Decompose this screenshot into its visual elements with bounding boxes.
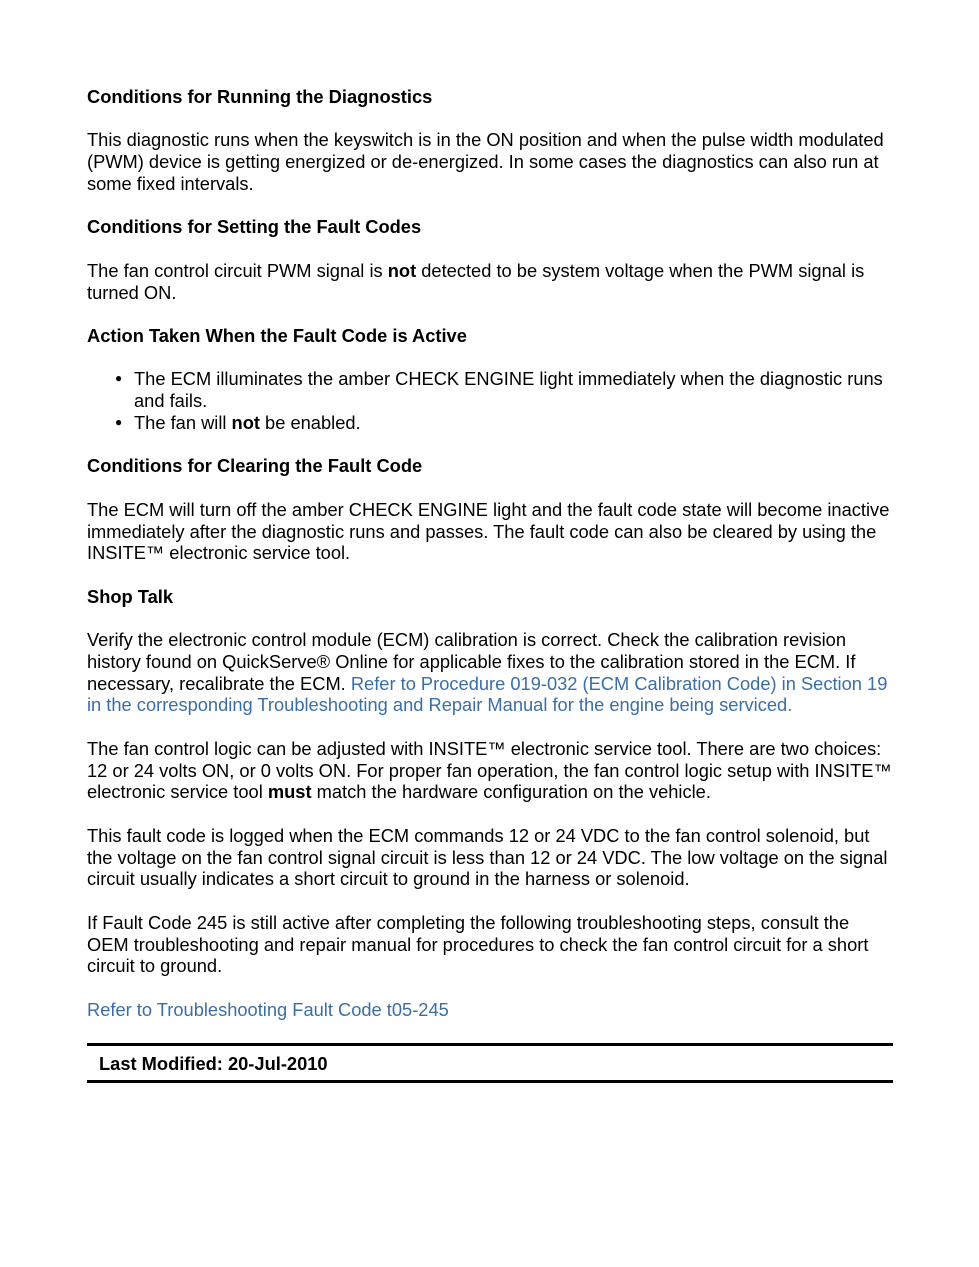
clearing-text: The ECM will turn off the amber CHECK ENGINE light and the fault code state will become inactive immediately after the diagnostic runs and passes. The fault code can also be cleared by using the INSITE™ electronic service tool. (87, 498, 890, 564)
action-list (87, 368, 893, 433)
shop-talk-p2-before: The fan control logic can be adjusted with INSITE™ electronic service tool. There are two choices: 12 or 24 volts ON, or 0 volts ON. For proper fan operation, the fan control logic setup with INSITE™ electronic service tool (87, 737, 892, 803)
action-bullet-2-bold: not (231, 411, 260, 433)
shop-talk-paragraph-4: If Fault Code 245 is still active after completing the following troubleshooting steps, consult the OEM troubleshooting and repair manual for procedures to check the fan control circuit for a short circuit to ground. (87, 911, 869, 977)
refer-paragraph (87, 999, 893, 1021)
list-item (115, 411, 893, 434)
ecm-calibration-procedure-link[interactable]: Refer to Procedure 019-032 (ECM Calibration Code) in Section 19 in the corresponding Troubleshooting and Repair Manual for the engine being serviced. (87, 672, 888, 716)
running-text: This diagnostic runs when the keyswitch is in the ON position and when the pulse width modulated (PWM) device is getting energized or de-energized. In some cases the diagnostics can also run at some fixed intervals. (87, 129, 884, 194)
setting-text-bold: not (387, 259, 417, 281)
shop-talk-paragraph-3: This fault code is logged when the ECM commands 12 or 24 VDC to the fan control solenoid, but the voltage on the fan control signal circuit is less than 12 or 24 VDC. The low voltage on the signal circuit usually indicates a short circuit to ground in the harness or solenoid. (87, 824, 888, 890)
footer-bottom-rule (87, 1080, 893, 1083)
setting-text (87, 260, 893, 304)
running-heading: Conditions for Running the Diagnostics (87, 86, 433, 107)
shop-talk-paragraph-1 (87, 629, 893, 716)
action-bullet-1: The ECM illuminates the amber CHECK ENGINE light immediately when the diagnostic runs and fails. (134, 368, 883, 412)
shop-talk-paragraph-2 (87, 738, 893, 803)
action-heading: Action Taken When the Fault Code is Active (87, 324, 467, 346)
last-modified: Last Modified: 20-Jul-2010 (99, 1052, 328, 1074)
shop-talk-p2-after: match the hardware configuration on the vehicle. (311, 781, 711, 803)
shop-talk-p2-bold: must (267, 781, 312, 803)
clearing-heading: Conditions for Clearing the Fault Code (87, 455, 423, 477)
setting-text-after: detected to be system voltage when the PWM signal is turned ON. (87, 259, 865, 303)
setting-heading: Conditions for Setting the Fault Codes (87, 216, 422, 238)
shop-talk-p1-text: Verify the electronic control module (ECM) calibration is correct. Check the calibration revision history found on QuickServe® Online for applicable fixes to the calibration stored in the ECM. If necessary, recalibrate the ECM. (87, 629, 856, 694)
action-bullet-2-before: The fan will (134, 411, 232, 433)
list-item (115, 368, 893, 412)
troubleshooting-fault-code-link[interactable]: Refer to Troubleshooting Fault Code t05-245 (87, 998, 449, 1020)
shop-talk-heading: Shop Talk (87, 585, 173, 607)
setting-text-before: The fan control circuit PWM signal is (87, 259, 388, 281)
bullet-icon: ● (115, 371, 123, 386)
bullet-icon: ● (115, 414, 123, 429)
action-bullet-2-after: be enabled. (259, 411, 361, 433)
